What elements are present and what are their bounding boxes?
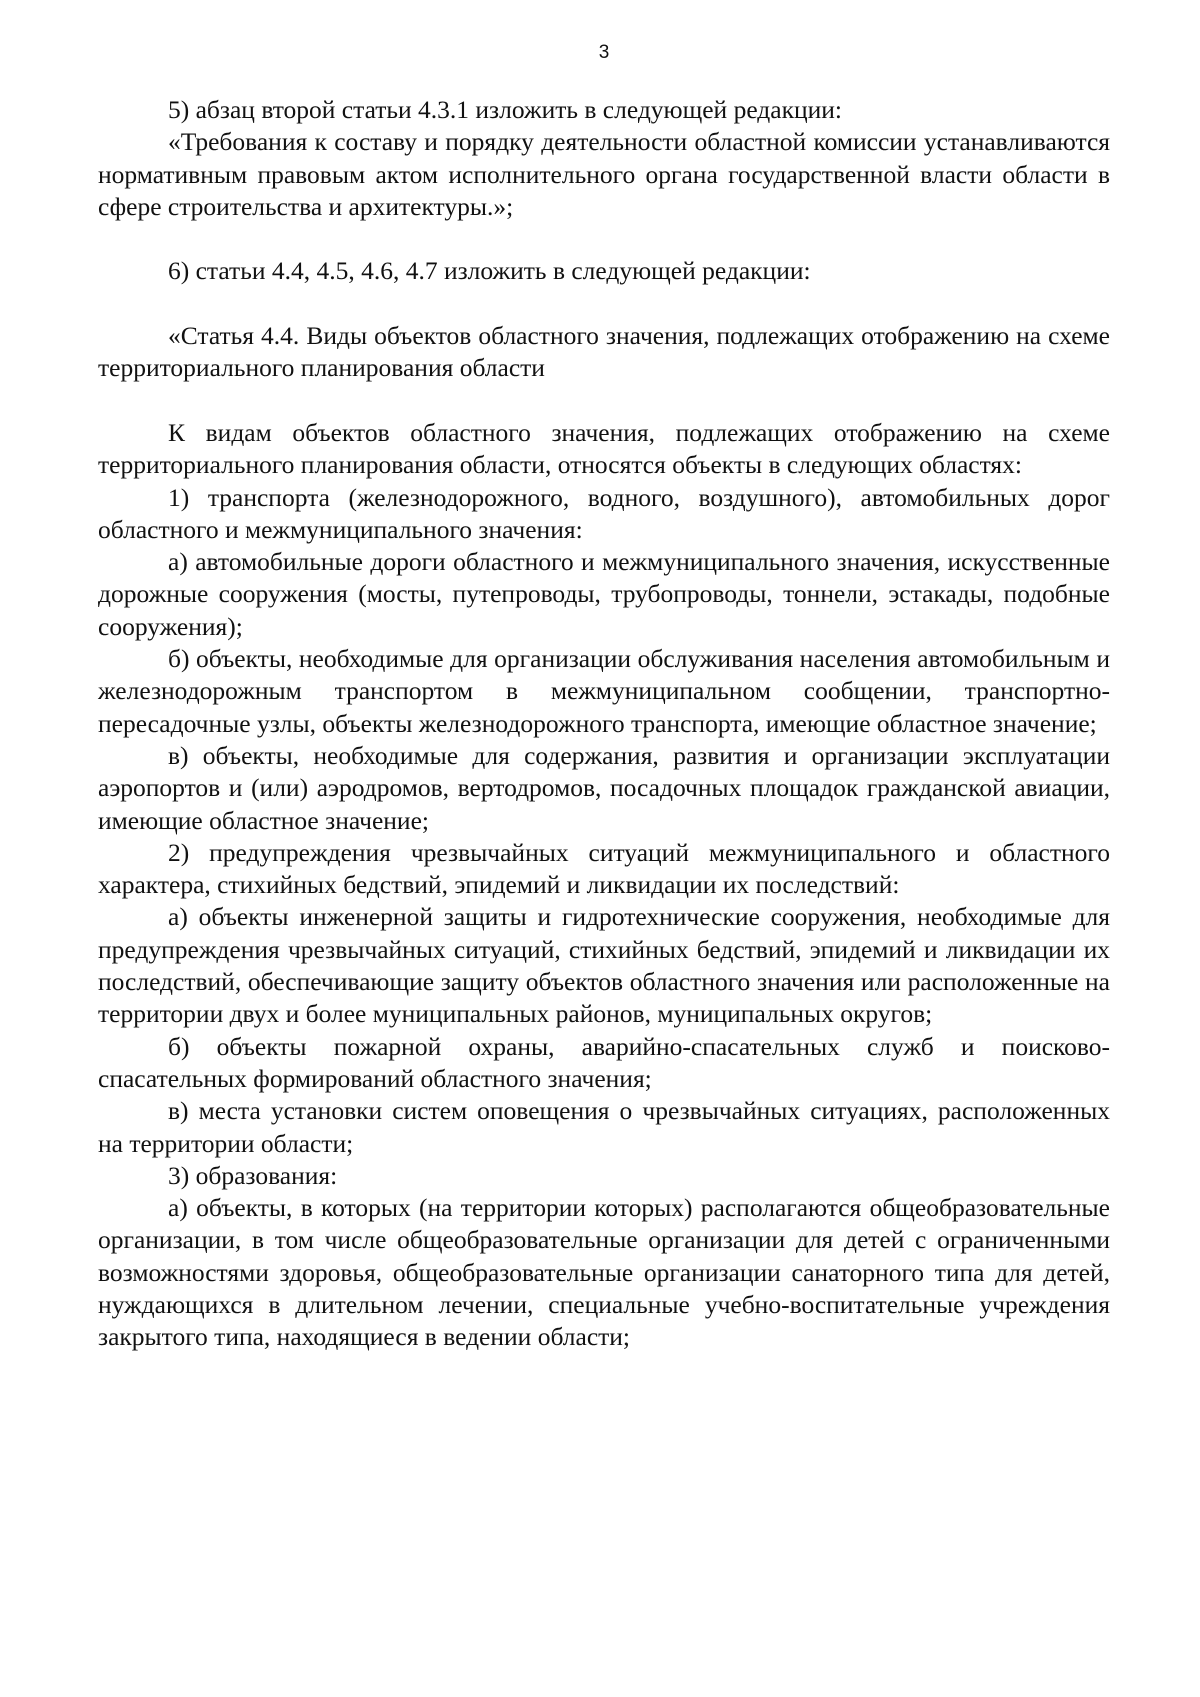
- list-item-2c: в) места установки систем оповещения о чрезвычайных ситуациях, расположенных на территории области;: [98, 1096, 1110, 1158]
- list-item-1b: б) объекты, необходимые для организации обслуживания населения автомобильным и железнодорожным транспортом в межмуниципальном сообщении, транспортно-пересадочные узлы, объекты железнодорожного транспорта, имеющие областное значение;: [98, 644, 1110, 738]
- list-item-1c: в) объекты, необходимые для содержания, развития и организации эксплуатации аэропортов и (или) аэродромов, вертодромов, посадочных площадок гражданской авиации, имеющие областное значение;: [98, 740, 1110, 835]
- list-item-1a: а) автомобильные дороги областного и межмуниципального значения, искусственные дорожные сооружения (мосты, путепроводы, трубопроводы, тоннели, эстакады, подобные сооружения);: [98, 547, 1110, 641]
- document-body: [98, 94, 1110, 1354]
- paragraph-spacer: [98, 385, 1110, 417]
- paragraph-quoted-amendment: «Требования к составу и порядку деятельности областной комиссии устанавливаются нормативным правовым актом исполнительного органа государственной власти области в сфере строительства и архитектуры.»;: [98, 127, 1110, 221]
- article-heading: «Статья 4.4. Виды объектов областного значения, подлежащих отображению на схеме территориального планирования области: [98, 321, 1110, 383]
- list-item-3a: а) объекты, в которых (на территории которых) располагаются общеобразовательные организации, в том числе общеобразовательные организации для детей с ограниченными возможностями здоровья, общеобразовательные организации санаторного типа для детей, нуждающихся в длительном лечении, специальные учебно-воспитательные учреждения закрытого типа, находящиеся в ведении области;: [98, 1193, 1110, 1352]
- paragraph-intro: К видам объектов областного значения, подлежащих отображению на схеме территориального планирования области, относятся объекты в следующих областях:: [98, 417, 1110, 480]
- paragraph-item-5: 5) абзац второй статьи 4.3.1 изложить в следующей редакции:: [168, 95, 843, 124]
- paragraph-item-6: 6) статьи 4.4, 4.5, 4.6, 4.7 изложить в следующей редакции:: [168, 256, 811, 286]
- list-item-2a: а) объекты инженерной защиты и гидротехнические сооружения, необходимые для предупреждения чрезвычайных ситуаций, стихийных бедствий, эпидемий и ликвидации их последствий, обеспечивающие защиту объектов областного значения или расположенные на территории двух и более муниципальных районов, муниципальных округов;: [98, 902, 1110, 1029]
- paragraph-spacer: [98, 223, 1110, 255]
- list-item-2: 2) предупреждения чрезвычайных ситуаций межмуниципального и областного характера, стихийных бедствий, эпидемий и ликвидации их последствий:: [98, 837, 1110, 900]
- paragraph-spacer: [98, 288, 1110, 320]
- list-item-2b: б) объекты пожарной охраны, аварийно-спасательных служб и поисково-спасательных формирований областного значения;: [98, 1031, 1110, 1093]
- list-item-3: 3) образования:: [168, 1160, 338, 1190]
- page-number: 3: [598, 42, 610, 63]
- list-item-1: 1) транспорта (железнодорожного, водного, воздушного), автомобильных дорог областного и межмуниципального значения:: [98, 482, 1110, 544]
